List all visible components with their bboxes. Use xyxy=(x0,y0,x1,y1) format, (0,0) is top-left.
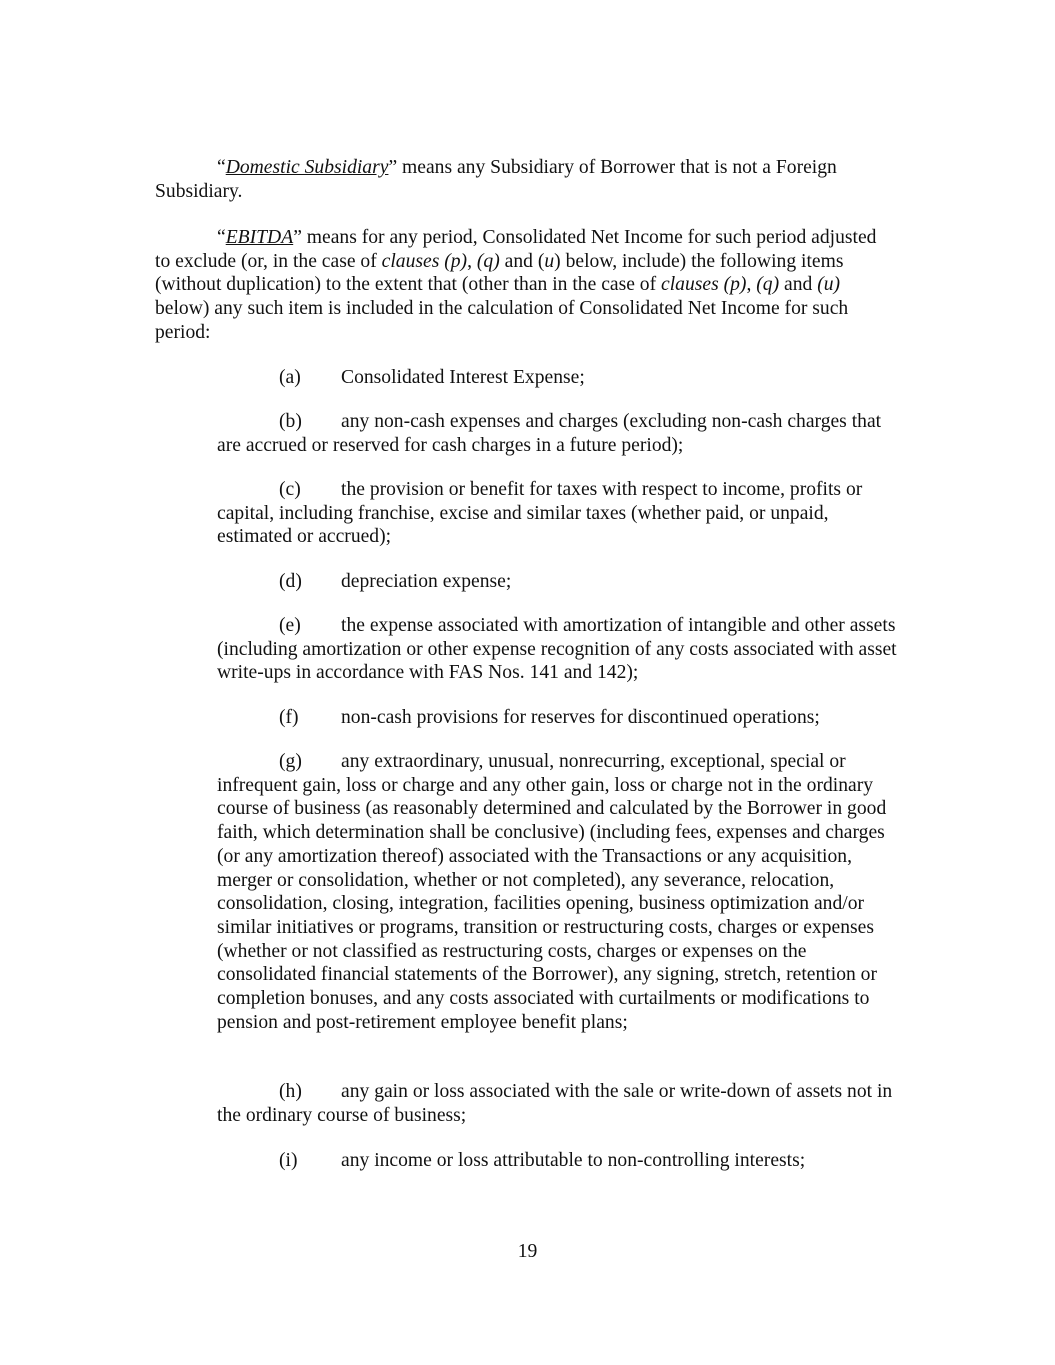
open-quote: “ xyxy=(217,227,226,248)
item-text: Consolidated Interest Expense; xyxy=(341,367,585,388)
item-label: (e) xyxy=(279,615,301,636)
list-item-g xyxy=(217,750,901,1034)
clause-reference: (q) xyxy=(756,274,780,296)
item-text: the expense associated with amortization of intangible and other assets (including amortization or other expense recognition of any costs associated with asset write-ups in accordance with FAS Nos. 141 and 142); xyxy=(217,615,897,684)
item-label: (f) xyxy=(279,707,299,728)
definition-ebitda xyxy=(155,226,895,345)
item-text: any non-cash expenses and charges (excluding non-cash charges that are accrued or reserved for cash charges in a future period); xyxy=(217,411,882,456)
clause-reference: (u) xyxy=(817,274,841,296)
open-quote: “ xyxy=(217,157,226,178)
list-item-c xyxy=(217,478,901,549)
clause-reference: clauses (p) xyxy=(661,274,747,296)
item-label: (i) xyxy=(279,1150,298,1171)
item-text: any extraordinary, unusual, nonrecurring, exceptional, special or infrequent gain, loss or charge and any other gain, loss or charge not in the ordinary course of business (as reasonably determined and calculated by the Borrower in good faith, which determination shall be conclusive) (including fees, expenses and charges (or any amortization thereof) associated with the Transactions or any acquisition, merger or consolidation, whether or not completed), any severance, relocation, consolidation, closing, integration, facilities opening, business optimization and/or similar initiatives or programs, transition or restructuring costs, charges or expenses (whether or not classified as restructuring costs, charges or expenses on the consolidated financial statements of the Borrower), any signing, stretch, retention or completion bonuses, and any costs associated with curtailments or modifications to pension and post-retirement employee benefit plans; xyxy=(217,751,887,1033)
definition-text: and xyxy=(779,274,818,296)
item-label: (c) xyxy=(279,479,301,500)
definition-text: , xyxy=(746,274,757,296)
item-label: (a) xyxy=(279,367,301,388)
item-text: depreciation expense; xyxy=(341,571,512,592)
page-number: 19 xyxy=(517,1241,538,1262)
item-label: (h) xyxy=(279,1081,302,1102)
definition-text: ” means for any period, Consolidated Net Income for such period adjusted to exclude (or, in the case of xyxy=(155,227,877,272)
clause-reference: (q) xyxy=(476,250,500,272)
list-item-f xyxy=(217,706,901,730)
list-item-b xyxy=(217,410,901,457)
definition-text: , xyxy=(467,250,477,272)
item-text: non-cash provisions for reserves for discontinued operations; xyxy=(341,707,820,728)
clause-reference: clauses (p) xyxy=(381,250,468,272)
definition-domestic-subsidiary xyxy=(155,156,895,203)
item-text: any income or loss attributable to non-controlling interests; xyxy=(341,1150,806,1171)
item-label: (d) xyxy=(279,571,302,592)
definition-text: ” means any Subsidiary of Borrower that is not a Foreign Subsidiary. xyxy=(155,157,837,202)
definition-text: and ( xyxy=(499,250,545,272)
item-label: (b) xyxy=(279,411,302,432)
list-item-a xyxy=(217,366,901,390)
item-label: (g) xyxy=(279,751,302,772)
list-item-e xyxy=(217,614,901,685)
definition-text: ) below, include) the following items (without duplication) to the extent that (other than in the case of xyxy=(155,250,844,296)
list-item-d xyxy=(217,570,901,594)
item-text: the provision or benefit for taxes with respect to income, profits or capital, including franchise, excise and similar taxes (whether paid, or unpaid, estimated or accrued); xyxy=(217,479,863,548)
defined-term-domestic-subsidiary: Domestic Subsidiary xyxy=(225,157,389,178)
defined-term-ebitda: EBITDA xyxy=(225,227,294,248)
item-text: any gain or loss associated with the sale or write-down of assets not in the ordinary course of business; xyxy=(217,1081,893,1126)
list-item-h xyxy=(217,1080,901,1127)
list-item-i xyxy=(217,1149,901,1173)
definition-text: below) any such item is included in the calculation of Consolidated Net Income for such period: xyxy=(155,298,849,343)
clause-reference: u xyxy=(544,250,555,272)
